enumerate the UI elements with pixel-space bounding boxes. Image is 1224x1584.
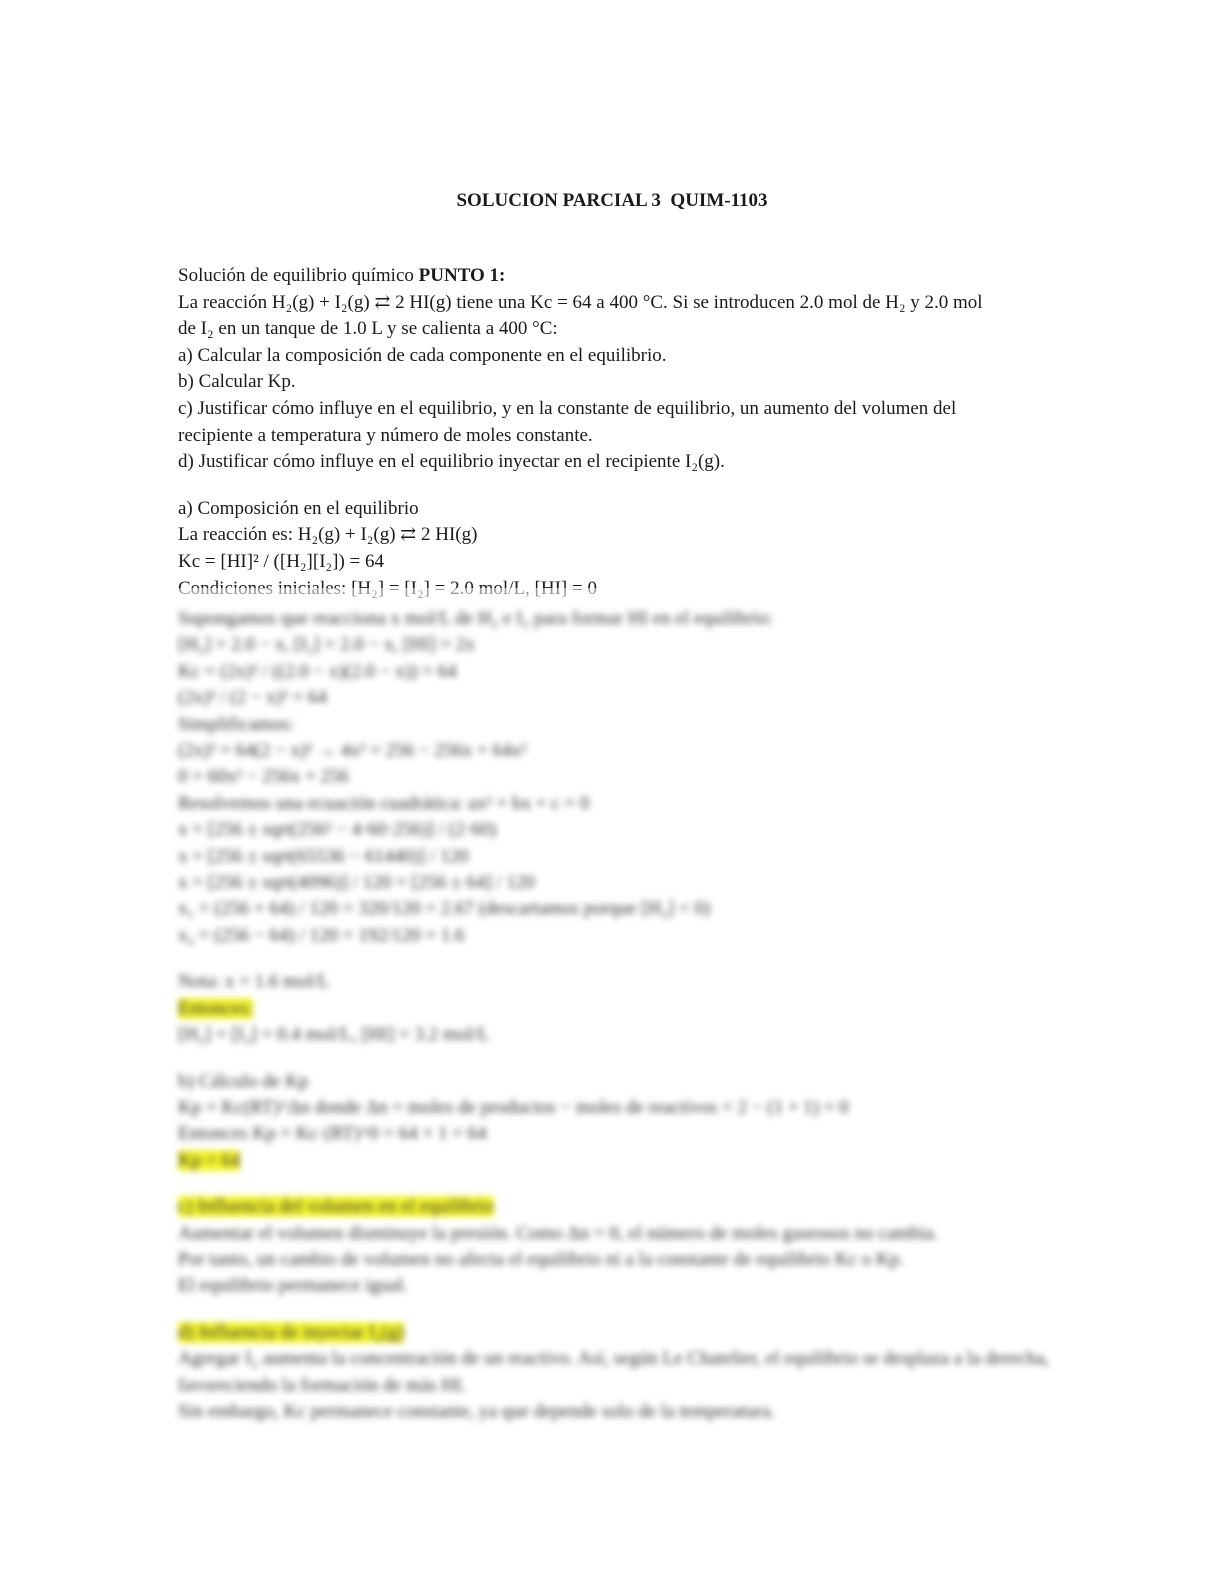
blurred-solution bbox=[178, 606, 1050, 1425]
blurred-line: x = [256 ± sqrt(65536 − 61440)] / 120 bbox=[178, 845, 469, 867]
blurred-line: Sin embargo, Kc permanece constante, ya que depende solo de la temperatura. bbox=[178, 1400, 775, 1422]
blurred-line: Entonces Kp = Kc·(RT)^0 = 64 × 1 = 64 bbox=[178, 1123, 487, 1145]
blurred-line: El equilibrio permanece igual. bbox=[178, 1275, 409, 1297]
blurred-line bbox=[178, 1320, 1028, 1346]
highlighted-text: d) Influencia de inyectar I₂(g) bbox=[178, 1321, 405, 1343]
visible-text-block bbox=[178, 263, 1048, 602]
reaction-line: La reacción es: H₂(g) + I₂(g) ⇄ 2 HI(g) bbox=[178, 524, 478, 546]
blurred-line: [H₂] = 2.0 − x, [I₂] = 2.0 − x, [HI] = 2x bbox=[178, 634, 475, 656]
blurred-line: Resolvemos una ecuación cuadrática: ax² + bx + c = 0 bbox=[178, 792, 590, 814]
question-c-line-1: c) Justificar cómo influye en el equilibrio, y en la constante de equilibrio, un aumento del volumen del bbox=[178, 397, 957, 419]
blurred-line: Kc = (2x)² / ((2.0 − x)(2.0 − x)) = 64 bbox=[178, 660, 457, 682]
blurred-line: [H₂] = [I₂] = 0.4 mol/L, [HI] = 3.2 mol/L bbox=[178, 1024, 490, 1046]
highlighted-text: c) Influencia del volumen en el equilibrio bbox=[178, 1196, 494, 1218]
question-b: b) Calcular Kp. bbox=[178, 371, 296, 393]
question-c-line-2: recipiente a temperatura y número de moles constante. bbox=[178, 424, 593, 446]
blurred-line: Kp = Kc(RT)^Δn donde Δn = moles de productos − moles de reactivos = 2 − (1 + 1) = 0 bbox=[178, 1096, 849, 1118]
page-title: SOLUCION PARCIAL 3 QUIM-1103 bbox=[456, 190, 768, 211]
blurred-line bbox=[178, 1148, 1028, 1174]
blurred-line: x = [256 ± sqrt(4096)] / 120 = [256 ± 64] / 120 bbox=[178, 872, 535, 894]
problem-line-2: de I₂ en un tanque de 1.0 L y se calienta a 400 °C: bbox=[178, 318, 558, 340]
question-d: d) Justificar cómo influye en el equilibrio inyectar en el recipiente I₂(g). bbox=[178, 451, 725, 473]
blurred-line: (2x)² = 64(2 − x)² → 4x² = 256 − 256x + 64x² bbox=[178, 740, 527, 762]
question-a: a) Calcular la composición de cada componente en el equilibrio. bbox=[178, 344, 667, 366]
blurred-line: Agregar I₂ aumenta la concentración de un reactivo. Así, según Le Chatelier, el equilibrio se desplaza a la derecha, bbox=[178, 1348, 1050, 1370]
blurred-line: b) Cálculo de Kp bbox=[178, 1070, 309, 1092]
blurred-line: Por tanto, un cambio de volumen no afecta el equilibrio ni a la constante de equilibrio Kc o Kp. bbox=[178, 1248, 905, 1270]
heading-prefix: Solución de equilibrio químico bbox=[178, 265, 419, 286]
blurred-line: favoreciendo la formación de más HI. bbox=[178, 1374, 467, 1396]
blurred-line: 0 = 60x² − 256x + 256 bbox=[178, 766, 349, 788]
blurred-line bbox=[178, 996, 1028, 1022]
blurred-line: Nota: x = 1.6 mol/L bbox=[178, 971, 330, 993]
highlighted-text: Entonces: bbox=[178, 997, 253, 1019]
highlighted-text: Kp = 64 bbox=[178, 1149, 241, 1171]
blurred-line: (2x)² / (2 − x)² = 64 bbox=[178, 687, 327, 709]
blurred-line: Aumentar el volumen disminuye la presión. Como Δn = 0, el número de moles gaseosos no cambia. bbox=[178, 1222, 939, 1244]
section-heading bbox=[178, 263, 1048, 290]
blurred-line: x₁ = (256 + 64) / 120 = 320/120 = 2.67 (descartamos porque [H₂] < 0) bbox=[178, 898, 711, 920]
kc-expression: Kc = [HI]² / ([H₂][I₂]) = 64 bbox=[178, 550, 385, 572]
blurred-line: Supongamos que reacciona x mol/L de H₂ e I₂ para formar HI en el equilibrio: bbox=[178, 608, 774, 629]
blurred-line: x₂ = (256 − 64) / 120 = 192/120 = 1.6 bbox=[178, 924, 465, 946]
problem-line-1: La reacción H₂(g) + I₂(g) ⇄ 2 HI(g) tiene una Kc = 64 a 400 °C. Si se introducen 2.0 mol de H₂ y 2.0 mol bbox=[178, 291, 983, 313]
blurred-line: Simplificamos: bbox=[178, 713, 295, 735]
blur-boundary bbox=[170, 588, 1050, 600]
heading-bold: PUNTO 1: bbox=[418, 265, 506, 286]
blurred-line bbox=[178, 1194, 1028, 1220]
solution-a-heading: a) Composición en el equilibrio bbox=[178, 497, 419, 519]
blurred-line: x = [256 ± sqrt(256² − 4·60·256)] / (2·60) bbox=[178, 819, 497, 841]
